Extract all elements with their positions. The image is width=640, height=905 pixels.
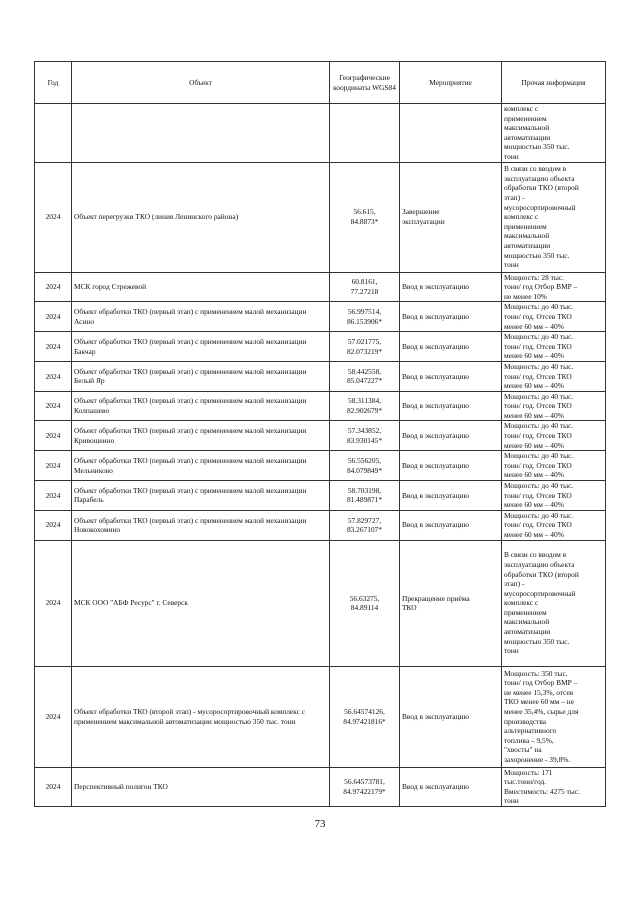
- info-cell-line: Мощность: 171: [504, 767, 553, 777]
- info-cell-line: Мощность: до 40 тыс.: [504, 481, 574, 491]
- coordinates-cell: [330, 666, 400, 767]
- info-cell-line: Мощность: до 40 тыс.: [504, 391, 574, 401]
- year-cell: 2024: [35, 510, 72, 540]
- coordinates-cell-line: 57.829727,: [347, 515, 382, 525]
- event-cell-line: Завершение: [402, 207, 440, 217]
- event-cell-line: Ввод в эксплуатацию: [402, 781, 470, 791]
- info-cell-line: "хвосты" на: [504, 745, 542, 755]
- info-cell-line: менее 60 мм – 40%: [504, 410, 564, 420]
- coordinates-cell-line: 56.63275,: [349, 593, 380, 603]
- year-cell: 2024: [35, 421, 72, 451]
- info-cell-line: тонн: [504, 260, 519, 270]
- event-cell-line: Ввод в эксплуатацию: [402, 711, 470, 721]
- info-cell: [502, 361, 606, 391]
- info-cell-line: не менее 10%: [504, 291, 547, 301]
- table-row: [35, 391, 606, 421]
- info-cell-line: мусоросортировочный: [504, 202, 576, 212]
- info-cell: [502, 451, 606, 481]
- coordinates-cell: [330, 540, 400, 666]
- header-coordinates: Географические координаты WGS84: [330, 62, 400, 104]
- coordinates-cell-line: 77.27218: [350, 286, 379, 296]
- table-row: [35, 104, 606, 163]
- coordinates-cell: [330, 104, 400, 163]
- info-cell-line: менее 60 мм – 40%: [504, 321, 564, 331]
- coordinates-cell-line: 57.021775,: [347, 336, 382, 346]
- header-year: Год: [35, 62, 72, 104]
- info-cell: [502, 302, 606, 332]
- table-row: [35, 540, 606, 666]
- info-cell-line: менее 35,4%, сырье для: [504, 707, 579, 716]
- data-table: [34, 61, 606, 807]
- coordinates-cell: [330, 391, 400, 421]
- info-cell-line: ТКО менее 60 мм – не: [504, 697, 574, 707]
- coordinates-cell-line: 84.8873*: [350, 217, 379, 227]
- coordinates-cell-line: 84.97422179*: [343, 786, 386, 796]
- info-cell-line: тонн: [504, 151, 519, 161]
- coordinates-cell: [330, 481, 400, 511]
- info-cell-line: менее 60 мм – 40%: [504, 470, 564, 480]
- info-cell: [502, 540, 606, 666]
- coordinates-cell: [330, 162, 400, 272]
- info-cell-line: В связи со вводом в: [504, 164, 567, 174]
- info-cell-line: альтернативного: [504, 726, 557, 736]
- info-cell-line: производства: [504, 716, 547, 726]
- coordinates-cell-line: 84.079849*: [346, 465, 383, 475]
- table-row: [35, 510, 606, 540]
- coordinates-cell: [330, 361, 400, 391]
- info-cell: [502, 391, 606, 421]
- event-cell: [400, 361, 502, 391]
- year-cell: 2024: [35, 481, 72, 511]
- event-cell-line: Ввод в эксплуатацию: [402, 431, 470, 441]
- object-cell: Объект перегрузки ТКО (линия Ленинского района): [72, 162, 330, 272]
- info-cell: [502, 272, 606, 302]
- table-header-row: [35, 62, 606, 104]
- info-cell-line: Мощность: до 40 тыс.: [504, 421, 574, 431]
- info-cell-line: мощностью 350 тыс.: [504, 636, 570, 646]
- event-cell: [400, 451, 502, 481]
- table-row: [35, 421, 606, 451]
- info-cell: [502, 104, 606, 163]
- info-cell: [502, 666, 606, 767]
- coordinates-cell-line: 56.64574126,: [344, 707, 385, 716]
- object-cell: Перспективный полигон ТКО: [72, 767, 330, 806]
- event-cell-line: Ввод в эксплуатацию: [402, 341, 470, 351]
- object-cell: Объект обработки ТКО (второй этап) - мусоросортировочный комплекс с применением максимальной автоматизации мощностью 350 тыс. тонн: [72, 666, 330, 767]
- coordinates-cell: [330, 421, 400, 451]
- info-cell-line: максимальной: [504, 617, 550, 627]
- object-cell: МСК ООО "АБФ Ресурс" г. Северск: [72, 540, 330, 666]
- event-cell: [400, 510, 502, 540]
- info-cell-line: менее 60 мм – 40%: [504, 440, 564, 450]
- coordinates-cell-line: 60.8161,: [351, 277, 378, 287]
- table-row: [35, 162, 606, 272]
- info-cell-line: эксплуатацию объекта: [504, 173, 575, 183]
- table-row: [35, 767, 606, 806]
- coordinates-cell: [330, 767, 400, 806]
- info-cell-line: Мощность: до 40 тыс.: [504, 451, 574, 461]
- coordinates-cell-line: 84.97421816*: [343, 716, 386, 726]
- year-cell: 2024: [35, 332, 72, 362]
- info-cell-line: комплекс с: [504, 104, 539, 113]
- info-cell-line: обработки ТКО (второй: [504, 569, 579, 579]
- info-cell-line: тонн: [504, 646, 519, 656]
- object-cell: Объект обработки ТКО (первый этап) с применением малой механизации Белый Яр: [72, 361, 330, 391]
- info-cell-line: Мощность: до 40 тыс.: [504, 510, 574, 520]
- info-cell-line: не менее 15,3%, отсев: [504, 687, 574, 697]
- object-cell: Объект обработки ТКО (первый этап) с применением малой механизации Мельниково: [72, 451, 330, 481]
- info-cell-line: менее 60 мм – 40%: [504, 500, 564, 510]
- info-cell-line: Мощность: 350 тыс.: [504, 668, 568, 678]
- info-cell-line: тонн/ год. Отсев ТКО: [504, 311, 572, 321]
- info-cell: [502, 510, 606, 540]
- coordinates-cell: [330, 451, 400, 481]
- table-row: [35, 272, 606, 302]
- object-cell: МСК город Стрежевой: [72, 272, 330, 302]
- info-cell-line: тонн/ год. Отсев ТКО: [504, 341, 572, 351]
- coordinates-cell-line: 58.311384,: [348, 396, 381, 406]
- event-cell-line: Ввод в эксплуатацию: [402, 520, 470, 530]
- info-cell-line: применением: [504, 607, 547, 617]
- coordinates-cell-line: 82.073219*: [346, 346, 383, 356]
- info-cell-line: тонн/ год Отбор ВМР –: [504, 282, 578, 292]
- info-cell-line: эксплуатацию объекта: [504, 559, 575, 569]
- info-cell-line: этап) -: [504, 193, 525, 203]
- year-cell: [35, 104, 72, 163]
- info-cell-line: топлива – 9,5%,: [504, 735, 554, 745]
- info-cell-line: тонн/ год. Отсев ТКО: [504, 490, 572, 500]
- event-cell-line: Ввод в эксплуатацию: [402, 460, 470, 470]
- info-cell: [502, 767, 606, 806]
- table-row: [35, 361, 606, 391]
- event-cell: [400, 391, 502, 421]
- info-cell-line: менее 60 мм – 40%: [504, 351, 564, 361]
- info-cell: [502, 481, 606, 511]
- event-cell: [400, 421, 502, 451]
- object-cell: Объект обработки ТКО (первый этап) с применением малой механизации Кривошеино: [72, 421, 330, 451]
- coordinates-cell: [330, 332, 400, 362]
- info-cell-line: автоматизации: [504, 241, 551, 251]
- info-cell-line: максимальной: [504, 231, 550, 241]
- info-cell-line: захоронение - 39,8%.: [504, 754, 571, 764]
- info-cell-line: менее 60 мм – 40%: [504, 381, 564, 391]
- event-cell: [400, 302, 502, 332]
- table-row: [35, 481, 606, 511]
- info-cell-line: автоматизации: [504, 132, 551, 142]
- info-cell-line: комплекс с: [504, 598, 539, 608]
- coordinates-cell-line: 56.64573781,: [344, 777, 385, 787]
- info-cell-line: тонн/ год. Отсев ТКО: [504, 371, 572, 381]
- object-cell: Объект обработки ТКО (первый этап) с применением малой механизации Бакчар: [72, 332, 330, 362]
- year-cell: 2024: [35, 540, 72, 666]
- info-cell-line: этап) -: [504, 579, 525, 589]
- object-cell: Объект обработки ТКО (первый этап) с применением малой механизации Колпашево: [72, 391, 330, 421]
- coordinates-cell-line: 83.930145*: [346, 435, 383, 445]
- coordinates-cell-line: 56.615,: [353, 207, 376, 217]
- year-cell: 2024: [35, 391, 72, 421]
- event-cell-line: Ввод в эксплуатацию: [402, 282, 470, 292]
- event-cell: [400, 767, 502, 806]
- info-cell-line: мусоросортировочный: [504, 588, 576, 598]
- coordinates-cell-line: 57.343852,: [347, 426, 382, 436]
- info-cell: [502, 421, 606, 451]
- coordinates-cell: [330, 510, 400, 540]
- event-cell: [400, 666, 502, 767]
- info-cell-line: Мощность: до 40 тыс.: [504, 302, 574, 312]
- event-cell: [400, 162, 502, 272]
- info-cell-line: применением: [504, 221, 547, 231]
- event-cell: [400, 272, 502, 302]
- object-cell: [72, 104, 330, 163]
- coordinates-cell-line: 58.442558,: [347, 366, 382, 376]
- info-cell-line: Мощность: до 40 тыс.: [504, 332, 574, 342]
- coordinates-cell-line: 56.556205,: [347, 456, 382, 466]
- year-cell: 2024: [35, 767, 72, 806]
- event-cell: [400, 540, 502, 666]
- info-cell-line: В связи со вводом в: [504, 550, 567, 560]
- event-cell-line: ТКО: [402, 603, 417, 613]
- info-cell-line: тонн: [504, 796, 519, 806]
- coordinates-cell-line: 56.997514,: [347, 307, 382, 317]
- info-cell-line: тонн/ год. Отсев ТКО: [504, 431, 572, 441]
- object-cell: Объект обработки ТКО (первый этап) с применением малой механизации Асино: [72, 302, 330, 332]
- coordinates-cell: [330, 302, 400, 332]
- table-body: [35, 104, 606, 807]
- info-cell-line: максимальной: [504, 123, 550, 133]
- year-cell: 2024: [35, 272, 72, 302]
- info-cell-line: комплекс с: [504, 212, 539, 222]
- event-cell: [400, 104, 502, 163]
- info-cell-line: Мощность: 28 тыс.: [504, 272, 564, 282]
- year-cell: 2024: [35, 302, 72, 332]
- coordinates-cell: [330, 272, 400, 302]
- table-row: [35, 451, 606, 481]
- info-cell-line: тонн/ год. Отсев ТКО: [504, 520, 572, 530]
- info-cell-line: применением: [504, 113, 547, 123]
- event-cell-line: Прекращение приёма: [402, 593, 470, 603]
- info-cell-line: тыс.тонн/год.: [504, 777, 547, 787]
- coordinates-cell-line: 81.489871*: [346, 495, 383, 505]
- year-cell: 2024: [35, 451, 72, 481]
- year-cell: 2024: [35, 361, 72, 391]
- coordinates-cell-line: 58.703198,: [347, 485, 382, 495]
- info-cell-line: Мощность: до 40 тыс.: [504, 361, 574, 371]
- coordinates-cell-line: 86.153906*: [346, 316, 383, 326]
- info-cell-line: мощностью 350 тыс.: [504, 250, 570, 260]
- coordinates-cell-line: 83.267107*: [346, 525, 383, 535]
- event-cell: [400, 481, 502, 511]
- header-object: Объект: [72, 62, 330, 104]
- event-cell: [400, 332, 502, 362]
- info-cell-line: тонн/ год Отбор ВМР –: [504, 678, 578, 688]
- info-cell-line: мощностью 350 тыс.: [504, 142, 570, 152]
- header-info: Прочая информация: [502, 62, 606, 104]
- table-row: [35, 332, 606, 362]
- table-row: [35, 666, 606, 767]
- coordinates-cell-line: 84.89114: [350, 603, 379, 613]
- info-cell-line: автоматизации: [504, 627, 551, 637]
- info-cell-line: менее 60 мм – 40%: [504, 530, 564, 539]
- info-cell-line: тонн/ год. Отсев ТКО: [504, 460, 572, 470]
- info-cell-line: Вместимость: 4275 тыс.: [504, 786, 580, 796]
- event-cell-line: Ввод в эксплуатацию: [402, 490, 470, 500]
- year-cell: 2024: [35, 666, 72, 767]
- year-cell: 2024: [35, 162, 72, 272]
- info-cell-line: обработки ТКО (второй: [504, 183, 579, 193]
- coordinates-cell-line: 82.902679*: [346, 406, 383, 416]
- coordinates-cell-line: 85.047227*: [346, 376, 383, 386]
- info-cell: [502, 162, 606, 272]
- header-event: Мероприятие: [400, 62, 502, 104]
- info-cell: [502, 332, 606, 362]
- event-cell-line: эксплуатации: [402, 217, 445, 227]
- event-cell-line: Ввод в эксплуатацию: [402, 371, 470, 381]
- object-cell: Объект обработки ТКО (первый этап) с применением малой механизации Парабель: [72, 481, 330, 511]
- event-cell-line: Ввод в эксплуатацию: [402, 311, 470, 321]
- table-row: [35, 302, 606, 332]
- event-cell-line: Ввод в эксплуатацию: [402, 401, 470, 411]
- object-cell: Объект обработки ТКО (первый этап) с применением малой механизации Новокохомино: [72, 510, 330, 540]
- page-number: 73: [314, 818, 326, 830]
- info-cell-line: тонн/ год. Отсев ТКО: [504, 401, 572, 411]
